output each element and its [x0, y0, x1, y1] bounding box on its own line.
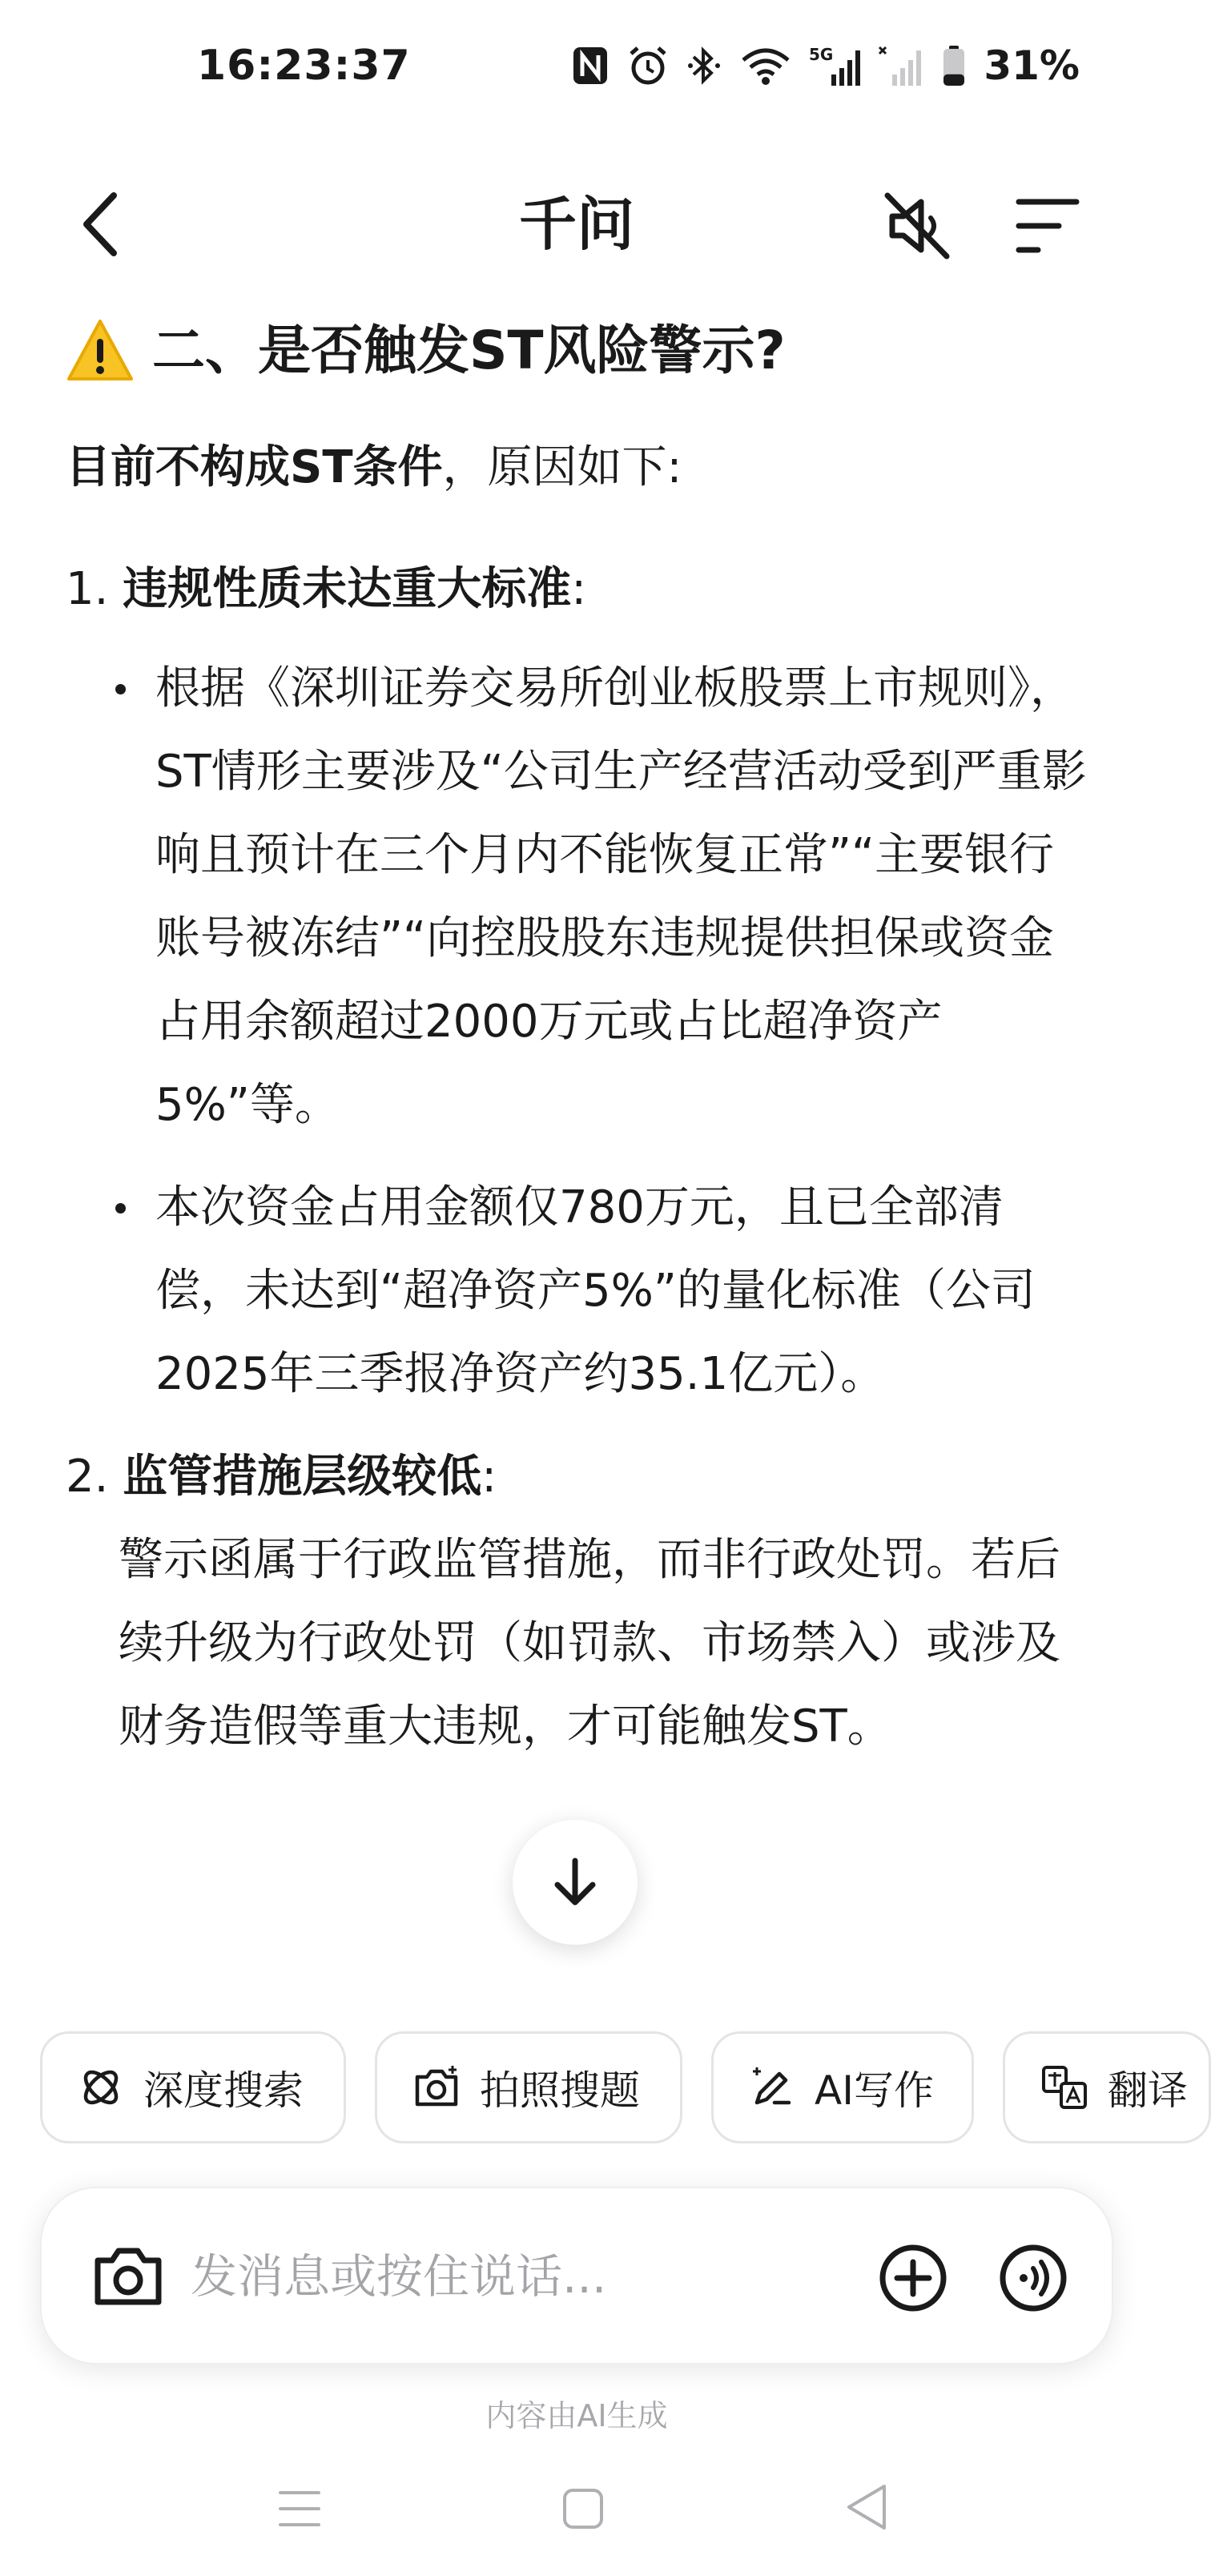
- item-title: 监管措施层级较低: [123, 1451, 482, 1503]
- voice-wave-icon: [996, 2241, 1070, 2315]
- lead-paragraph: [66, 429, 1091, 506]
- numbered-item-2: [66, 1435, 1091, 1519]
- section-heading-text: 二、是否触发ST风险警示?: [152, 320, 786, 381]
- page-title: 千问: [518, 191, 634, 258]
- nav-recents-button[interactable]: [277, 2486, 322, 2531]
- mute-button[interactable]: [878, 187, 955, 264]
- home-icon: [561, 2486, 606, 2531]
- lead-rest: ，原因如下:: [442, 441, 682, 493]
- status-time: 16:23:37: [197, 42, 411, 90]
- svg-text:5G: 5G: [809, 45, 834, 64]
- section-heading: [66, 308, 1091, 394]
- message-composer: [40, 2187, 1113, 2365]
- nav-home-button[interactable]: [561, 2486, 606, 2531]
- deep-search-icon: [78, 2064, 124, 2111]
- translate-icon: [1040, 2064, 1088, 2111]
- ai-disclaimer: 内容由AI生成: [485, 2398, 668, 2433]
- plus-circle-icon: [876, 2241, 950, 2315]
- chip-photo-search[interactable]: [375, 2031, 682, 2143]
- scroll-down-button[interactable]: [513, 1820, 638, 1945]
- item-number: 2.: [66, 1451, 109, 1503]
- message-input[interactable]: [191, 2233, 831, 2320]
- voice-button[interactable]: [996, 2241, 1070, 2315]
- back-triangle-icon: [843, 2481, 891, 2533]
- recents-icon: [277, 2486, 322, 2531]
- pen-sparkle-icon: [749, 2064, 795, 2111]
- quick-action-chips: [40, 2031, 1211, 2143]
- battery-icon: [942, 44, 966, 87]
- menu-icon: [1014, 192, 1081, 260]
- answer-content: [66, 308, 1091, 1769]
- 5g-signal-icon: [809, 44, 860, 87]
- chip-translate[interactable]: [1003, 2031, 1211, 2143]
- chip-label: 深度搜索: [143, 2067, 304, 2114]
- camera-icon: [90, 2238, 167, 2315]
- status-icons: [572, 38, 1080, 93]
- arrow-down-icon: [551, 1856, 599, 1909]
- nfc-icon: [572, 46, 609, 86]
- bluetooth-icon: [687, 44, 722, 87]
- menu-button[interactable]: [1014, 192, 1081, 260]
- chip-ai-writing[interactable]: [711, 2031, 974, 2143]
- item-colon: :: [571, 563, 587, 615]
- signal-icon: [878, 44, 924, 87]
- item-number: 1.: [66, 563, 109, 615]
- camera-button[interactable]: [90, 2238, 167, 2315]
- numbered-item-1: [66, 548, 1091, 631]
- bullet-item: 根据《深圳证券交易所创业板股票上市规则》，ST情形主要涉及“公司生产经营活动受到严重影响且预计在三个月内不能恢复正常”“主要银行账号被冻结”“向控股股东违规提供担保或资金占用余额超过2000万元或占比超净资产5%”等。: [155, 647, 1091, 1147]
- bullet-item: 本次资金占用金额仅780万元，且已全部清偿，未达到“超净资产5%”的量化标准（公司2025年三季报净资产约35.1亿元）。: [155, 1166, 1091, 1416]
- battery-percentage: 31%: [984, 42, 1080, 89]
- chip-deep-search[interactable]: [40, 2031, 346, 2143]
- add-button[interactable]: [876, 2241, 950, 2315]
- chip-label: 拍照搜题: [480, 2067, 640, 2114]
- item-title: 违规性质未达重大标准: [123, 563, 572, 615]
- wifi-icon: [740, 46, 791, 86]
- warning-icon: [66, 316, 135, 385]
- chip-label: 翻译: [1108, 2067, 1188, 2114]
- lead-bold: 目前不构成ST条件: [66, 441, 443, 493]
- speaker-muted-icon: [878, 187, 955, 264]
- alarm-icon: [626, 44, 670, 87]
- item-colon: :: [481, 1451, 497, 1503]
- camera-search-icon: [412, 2064, 461, 2111]
- bullet-list: [66, 647, 1091, 1416]
- chip-label: AI写作: [815, 2067, 934, 2114]
- item-2-body: 警示函属于行政监管措施，而非行政处罚。若后续升级为行政处罚（如罚款、市场禁入）或涉及财务造假等重大违规，才可能触发ST。: [119, 1534, 1060, 1753]
- nav-back-button[interactable]: [843, 2481, 891, 2533]
